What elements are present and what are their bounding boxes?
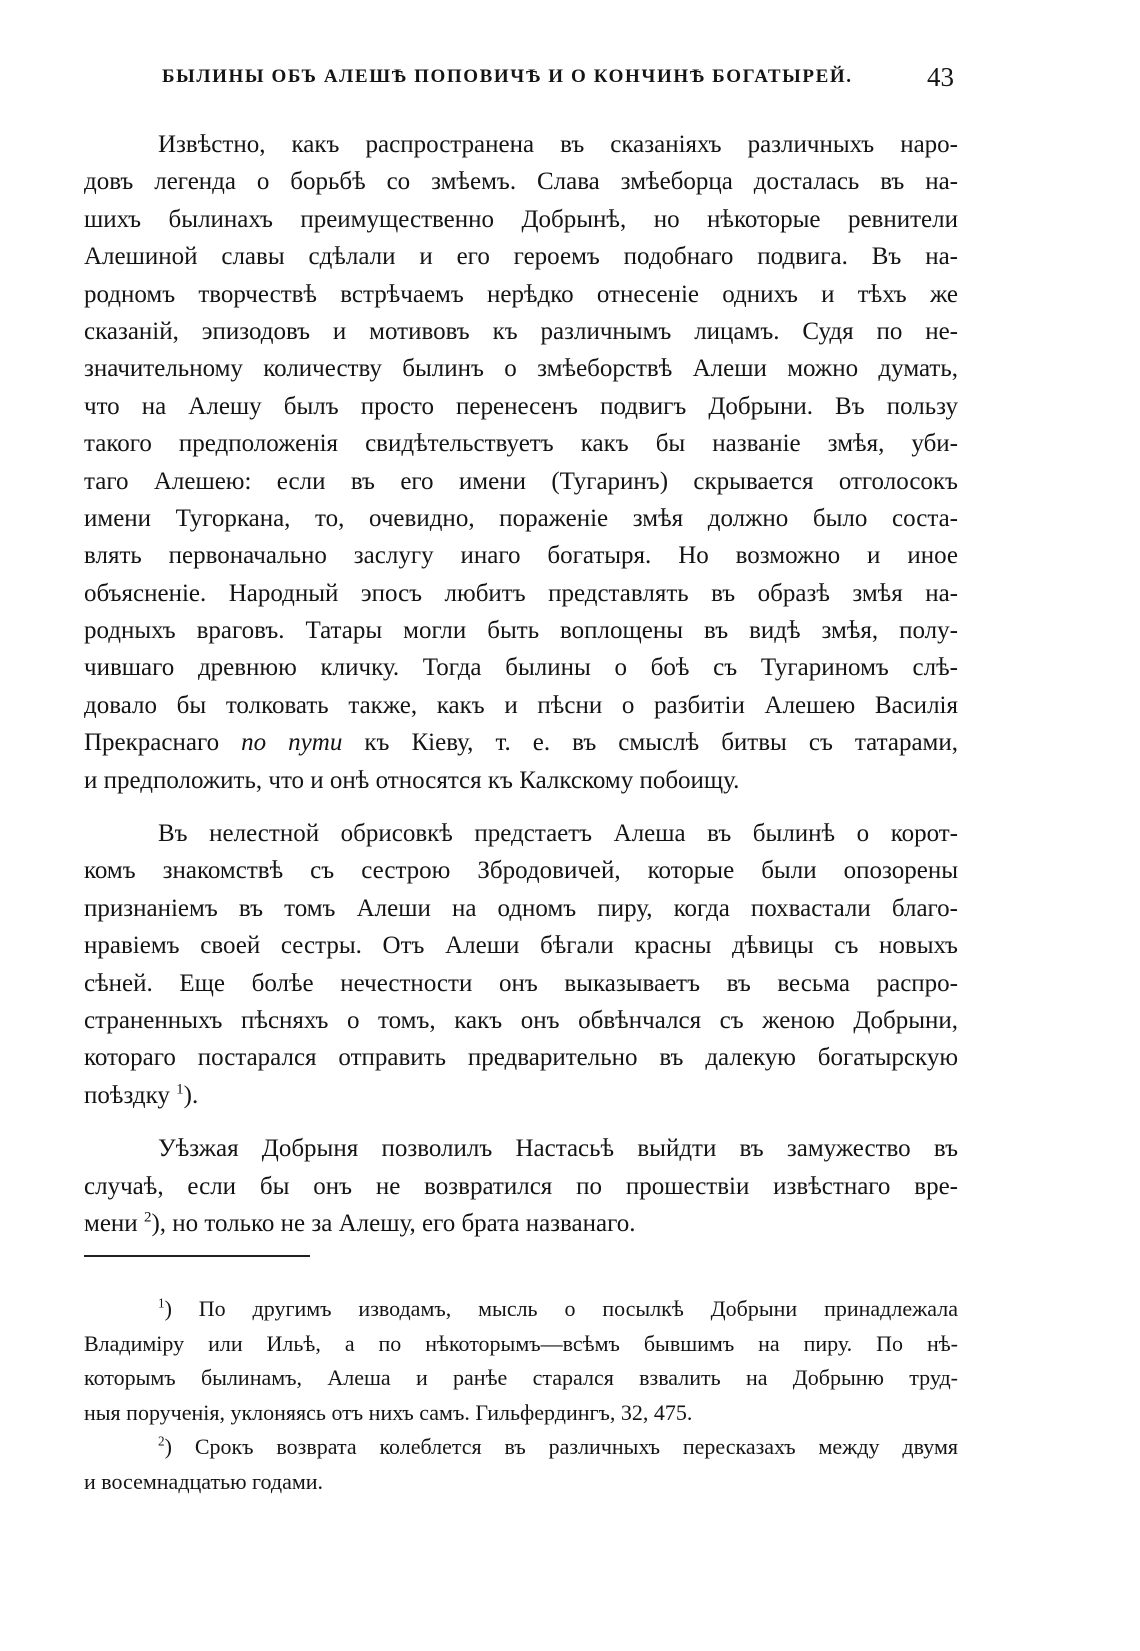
emphasized-text: по пути — [241, 729, 343, 757]
text-segment: къ Кіеву, т. е. въ смыслѣ битвы съ татарами, — [342, 729, 958, 757]
text-segment: По другимъ изводамъ, мысль о посылкѣ Добрыни принадлежала — [198, 1296, 958, 1321]
footnote-marker: 2 — [158, 1434, 165, 1450]
footnote-reference: 2 — [143, 1209, 152, 1226]
text-line: сѣней. Еще болѣе нечестности онъ выказываетъ въ весьма распро- — [84, 969, 958, 997]
footnote-2 — [84, 1430, 958, 1499]
text-line: такого предположенія свидѣтельствуетъ какъ бы названіе змѣя, уби- — [84, 430, 958, 458]
text-segment: ), но только не за Алешу, его брата названаго. — [151, 1209, 636, 1237]
text-line: комъ знакомствѣ съ сестрою Збродовичей, которые были опозорены — [84, 857, 958, 885]
text-line — [84, 724, 958, 761]
text-line: родномъ творчествѣ встрѣчаемъ нерѣдко отнесеніе однихъ и тѣхъ же — [84, 280, 958, 308]
text-segment: поѣздку — [84, 1081, 177, 1109]
footnote-line: Владиміру или Ильѣ, а по нѣкоторымъ—всѣмъ бывшимъ на пиру. По нѣ- — [84, 1330, 958, 1356]
text-line — [84, 1205, 958, 1242]
text-line: имени Тугоркана, то, очевидно, пораженіе змѣя должно было соста- — [84, 504, 958, 532]
text-line — [84, 1077, 958, 1114]
footnote-marker: 1 — [158, 1295, 165, 1311]
text-line: Въ нелестной обрисовкѣ предстаетъ Алеша въ былинѣ о корот- — [158, 820, 958, 848]
footnote-line: и восемнадцатью годами. — [84, 1468, 324, 1494]
text-line: признаніемъ въ томъ Алеши на одномъ пиру, когда похвастали благо- — [84, 894, 958, 922]
text-segment: Прекраснаго — [84, 729, 242, 757]
text-line: случаѣ, если бы онъ не возвратился по прошествіи извѣстнаго вре- — [84, 1172, 958, 1200]
text-line: сказаній, эпизодовъ и мотивовъ къ различнымъ лицамъ. Судя по не- — [84, 317, 958, 345]
paragraph-3 — [84, 1130, 958, 1242]
text-segment: Срокъ возврата колеблется въ различныхъ пересказахъ между двумя — [194, 1434, 959, 1460]
paragraph-gap — [84, 799, 958, 815]
footnote-line: которымъ былинамъ, Алеша и ранѣе старался взвалить на Добрыню труд- — [84, 1365, 958, 1391]
text-line: таго Алешею: если въ его имени (Тугаринъ) скрывается отголосокъ — [84, 467, 958, 495]
text-line: влять первоначально заслугу инаго богатыря. Но возможно и иное — [84, 542, 958, 570]
footnote-line: ныя порученія, уклоняясь отъ нихъ самъ. Гильфердингъ, 32, 475. — [84, 1399, 693, 1425]
footnote-separator-rule — [84, 1255, 310, 1257]
paragraph-1 — [84, 126, 958, 799]
text-line: значительному количеству былинъ о змѣеборствѣ Алеши можно думать, — [84, 355, 958, 383]
text-line: страненныхъ пѣсняхъ о томъ, какъ онъ обвѣнчался съ женою Добрыни, — [84, 1006, 958, 1034]
text-line: нравіемъ своей сестры. Отъ Алеши бѣгали красны дѣвицы съ новыхъ — [84, 932, 958, 960]
text-line: Алешиной славы сдѣлали и его героемъ подобнаго подвига. Въ на- — [84, 243, 958, 271]
paragraph-2 — [84, 815, 958, 1114]
text-segment: ). — [183, 1081, 199, 1109]
footnotes — [84, 1292, 958, 1500]
text-line: и предположить, что и онѣ относятся къ Калкскому побоищу. — [84, 766, 740, 794]
text-line: чившаго древнюю кличку. Тогда былины о боѣ съ Тугариномъ слѣ- — [84, 654, 958, 682]
text-line: Уѣзжая Добрыня позволилъ Настасьѣ выйдти въ замужество въ — [158, 1135, 958, 1163]
running-title: БЫЛИНЫ ОБЪ АЛЕШѢ ПОПОВИЧѢ И О КОНЧИНѢ БОГАТЫРЕЙ. — [162, 66, 853, 87]
text-line: что на Алешу былъ просто перенесенъ подвигъ Добрыни. Въ пользу — [84, 392, 958, 420]
page-number: 43 — [927, 62, 954, 92]
footnote-line: $^1$) По другимъ изводамъ, мысль о посылкѣ Добрыни принадлежала — [158, 1295, 958, 1321]
running-head — [84, 62, 958, 106]
text-line: довъ легенда о борьбѣ со змѣемъ. Слава змѣеборца досталась въ на- — [84, 168, 958, 196]
text-line: довало бы толковать также, какъ и пѣсни о разбитіи Алешею Василія — [84, 691, 958, 719]
text-line: родныхъ враговъ. Татары могли быть воплощены въ видѣ змѣя, полу- — [84, 617, 958, 645]
paragraph-gap — [84, 1114, 958, 1130]
text-line: Извѣстно, какъ распространена въ сказаніяхъ различныхъ наро- — [158, 131, 958, 158]
text-segment: мени — [84, 1209, 144, 1237]
text-line: шихъ былинахъ преимущественно Добрынѣ, но нѣкоторые ревнители — [84, 205, 958, 233]
main-text — [84, 126, 958, 1242]
text-line: объясненіе. Народный эпосъ любитъ представлять въ образѣ змѣя на- — [84, 579, 958, 607]
footnote-line: $^2$) Срокъ возврата колеблется въ различныхъ пересказахъ между двумя — [158, 1434, 959, 1460]
footnote-reference: 1 — [176, 1081, 184, 1098]
text-line: котораго постарался отправить предварительно въ далекую богатырскую — [84, 1044, 958, 1072]
footnote-1 — [84, 1292, 958, 1430]
